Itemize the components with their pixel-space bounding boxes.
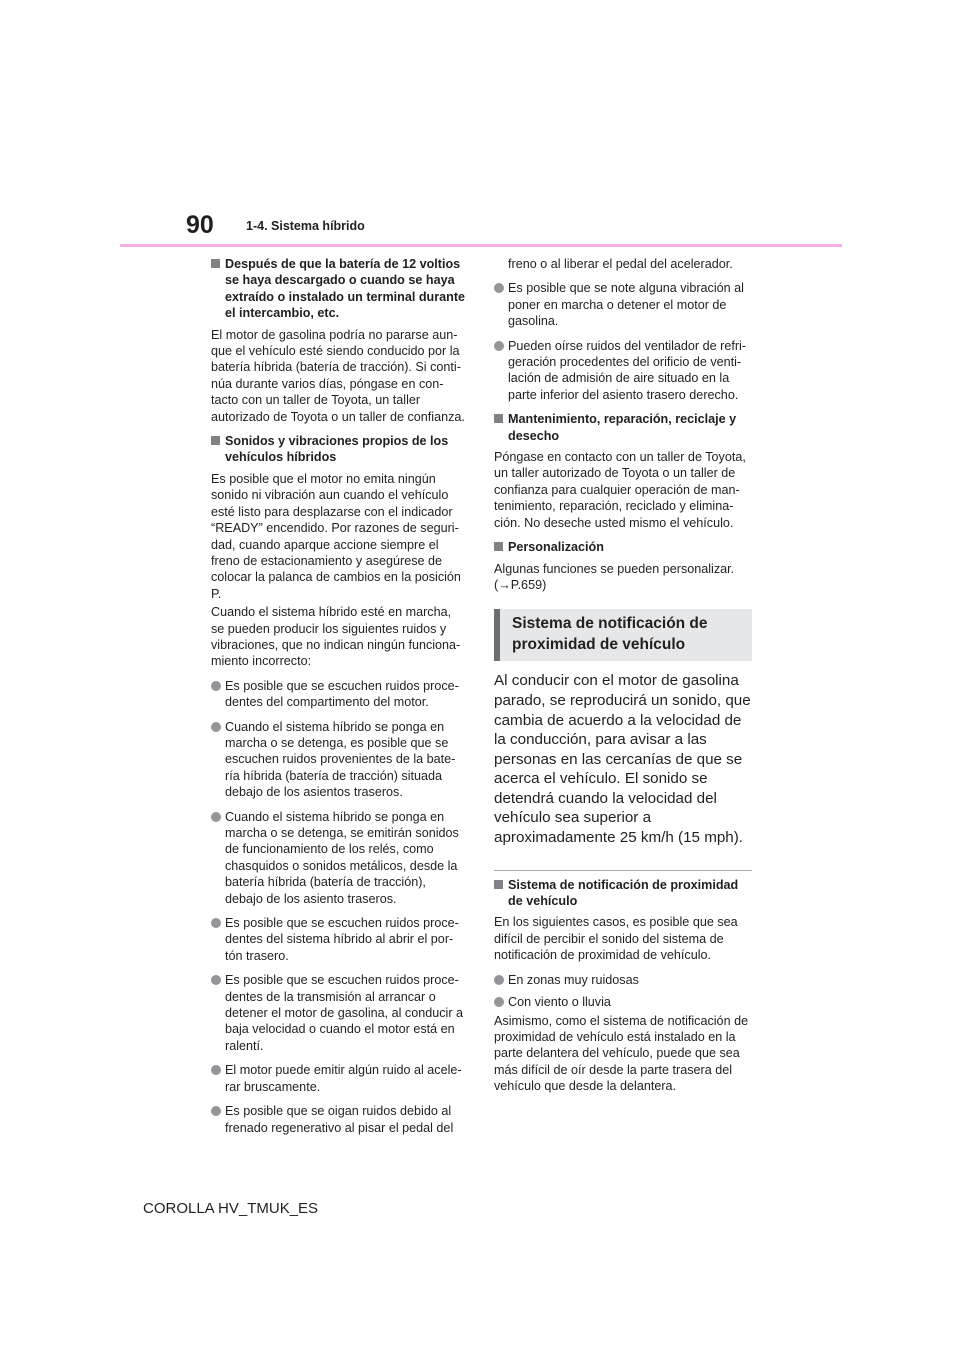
section-title: 1-4. Sistema híbrido [246, 219, 365, 233]
circle-bullet-icon [211, 1106, 221, 1116]
list-item: Pueden oírse ruidos del ventilador de refri- geración procedentes del orificio de venti- lación de admisión de aire situado en la parte inferior del asiento trasero derecho. [494, 338, 752, 404]
circle-bullet-icon [211, 1065, 221, 1075]
paragraph: Asimismo, como el sistema de notificación de proximidad de vehículo está instalado en la parte delantera del vehículo, puede que sea más difícil de oír desde la parte trasera del vehículo que desde la delantera. [494, 1013, 749, 1094]
section-heading-line: Sistema de notificación de [512, 615, 708, 633]
footer-model: COROLLA HV_TMUK_ES [143, 1200, 319, 1217]
list-item: Con viento o lluvia [494, 994, 752, 1010]
list-item: Es posible que se note alguna vibración al poner en marcha o detener el motor de gasolina. [494, 280, 752, 329]
square-bullet-icon [494, 880, 503, 889]
list-item: Es posible que se escuchen ruidos proce- dentes del sistema híbrido al abrir el por- tón trasero. [211, 915, 467, 964]
subheading-personalization: Personalización [494, 539, 752, 555]
circle-bullet-icon [494, 997, 504, 1007]
list-item: En zonas muy ruidosas [494, 972, 752, 988]
circle-bullet-icon [494, 283, 504, 293]
paragraph: En los siguientes casos, es posible que sea difícil de percibir el sonido del sistema de notificación de proximidad de vehículo. [494, 915, 738, 963]
circle-bullet-icon [211, 681, 221, 691]
section-heading-box [494, 609, 752, 661]
paragraph: Algunas funciones se pueden personalizar. (→P.659) [494, 561, 735, 592]
circle-bullet-icon [211, 975, 221, 985]
list-item: El motor puede emitir algún ruido al acele- rar bruscamente. [211, 1062, 467, 1095]
paragraph: Póngase en contacto con un taller de Toyota, un taller autorizado de Toyota o un taller de confianza para cualquier operación de man- tenimiento, reparación, reciclado y elimina- ción. No deseche usted mismo el vehículo. [494, 450, 746, 530]
list-item: Cuando el sistema híbrido se ponga en marcha o se detenga, se emitirán sonidos de funcionamiento de los relés, como chasquidos o sonidos metálicos, desde la batería híbrida (batería de tracción), debajo de los asiento traseros. [211, 809, 467, 907]
circle-bullet-icon [211, 918, 221, 928]
square-bullet-icon [211, 436, 220, 445]
right-column [494, 256, 752, 1103]
page-number: 90 [186, 211, 214, 239]
circle-bullet-icon [494, 341, 504, 351]
subheading-battery: Después de que la batería de 12 voltios se haya descargado o cuando se haya extraído o instalado un terminal durante el intercambio, etc. [211, 256, 467, 322]
list-item: Cuando el sistema híbrido se ponga en marcha o se detenga, es posible que se escuchen ruidos provenientes de la bate- ría híbrida (batería de tracción) situada debajo de los asientos traseros. [211, 719, 467, 801]
square-bullet-icon [494, 542, 503, 551]
paragraph: Cuando el sistema híbrido esté en marcha, se pueden producir los siguientes ruidos y vibraciones, que no indican ningún funciona- miento incorrecto: [211, 605, 461, 669]
list-item: Es posible que se escuchen ruidos proce- dentes del compartimento del motor. [211, 678, 467, 711]
list-item: Es posible que se oigan ruidos debido al frenado regenerativo al pisar el pedal del [211, 1103, 467, 1136]
list-item-continued: freno o al liberar el pedal del acelerador. [508, 257, 733, 271]
square-bullet-icon [494, 414, 503, 423]
circle-bullet-icon [494, 975, 504, 985]
left-column [211, 256, 467, 1144]
section-heading-line: proximidad de vehículo [512, 636, 686, 654]
paragraph: El motor de gasolina podría no pararse aun- que el vehículo esté siendo conducido por la batería híbrida (batería de tracción). Si conti- núa durante varios días, póngase en con- tacto con un taller de Toyota, un taller autorizado de Toyota o un taller de confianza. [211, 327, 465, 424]
subheading-sounds: Sonidos y vibraciones propios de los vehículos híbridos [211, 433, 467, 466]
divider [494, 870, 752, 871]
subheading-proximity: Sistema de notificación de proximidad de vehículo [494, 877, 752, 910]
intro-paragraph: Al conducir con el motor de gasolina parado, se reproducirá un sonido, que cambia de acuerdo a la velocidad de la conducción, para avisar a las personas en las cercanías de que se acerca el vehículo. El sonido se detendrá cuando la velocidad del vehículo sea superior a aproximadamente 25 km/h (15 mph). [494, 672, 751, 847]
header-divider [120, 244, 842, 247]
subheading-maintenance: Mantenimiento, reparación, reciclaje y desecho [494, 411, 752, 444]
square-bullet-icon [211, 259, 220, 268]
list-item: Es posible que se escuchen ruidos proce- dentes de la transmisión al arrancar o detener el motor de gasolina, al conducir a baja velocidad o cuando el motor está en ralentí. [211, 972, 467, 1054]
circle-bullet-icon [211, 812, 221, 822]
paragraph: Es posible que el motor no emita ningún sonido ni vibración aun cuando el vehículo esté listo para desplazarse con el indicador “READY” encendido. Por razones de seguri- dad, cuando aparque accione siempre el freno de estacionamiento y asegúrese de colocar la palanca de cambios en la posición P. [211, 471, 461, 601]
circle-bullet-icon [211, 722, 221, 732]
